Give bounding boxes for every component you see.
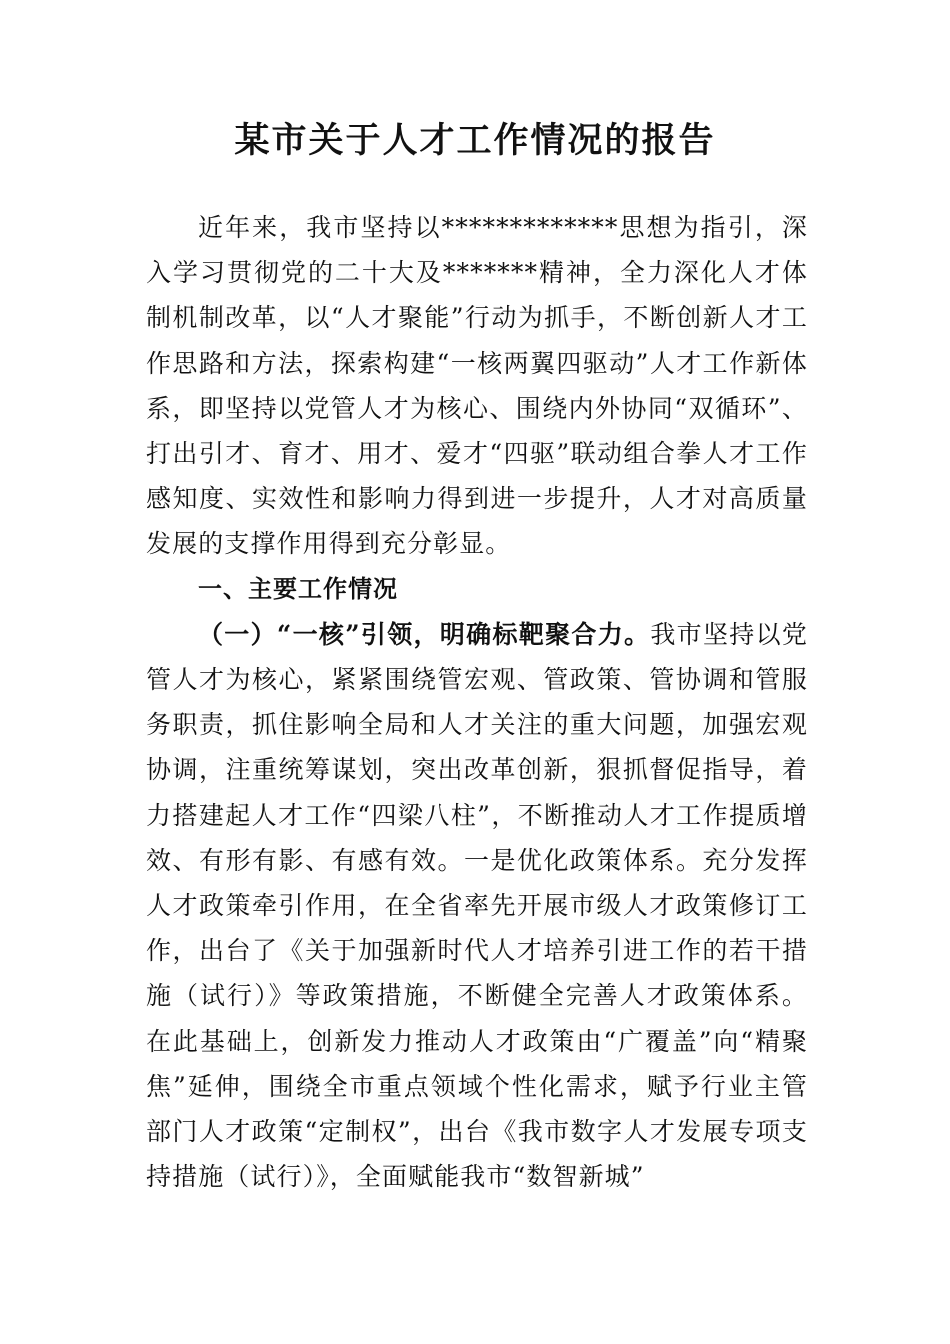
subsection-body: 我市坚持以党管人才为核心，紧紧围绕管宏观、管政策、管协调和管服务职责，抓住影响全局和人才关注的重大问题，加强宏观协调，注重统筹谋划，突出改革创新，狠抓督促指导，着力搭建起人才工作“四梁八柱”，不断推动人才工作提质增效、有形有影、有感有效。一是优化政策体系。充分发挥人才政策牵引作用，在全省率先开展市级人才政策修订工作，出台了《关于加强新时代人才培养引进工作的若干措施（试行）》等政策措施，不断健全完善人才政策体系。在此基础上，创新发力推动人才政策由“广覆盖”向“精聚焦”延伸，围绕全市重点领域个性化需求，赋予行业主管部门人才政策“定制权”，出台《我市数字人才发展专项支持措施（试行）》，全面赋能我市“数智新城” — [146, 619, 808, 1192]
intro-paragraph: 近年来，我市坚持以*************思想为指引，深入学习贯彻党的二十大及*******精神，全力深化人才体制机制改革，以“人才聚能”行动为抓手，不断创新人才工作思路和方法，探索构建“一核两翼四驱动”人才工作新体系，即坚持以党管人才为核心、围绕内外协同“双循环”、打出引才、育才、用才、爱才“四驱”联动组合拳人才工作感知度、实效性和影响力得到进一步提升，人才对高质量发展的支撑作用得到充分彰显。 — [146, 213, 808, 559]
document-title: 某市关于人才工作情况的报告 — [234, 120, 716, 161]
document-body — [146, 205, 808, 1199]
subsection-lead: （一）“一核”引领，明确标靶聚合力。 — [198, 619, 651, 649]
section-heading: 一、主要工作情况 — [198, 574, 398, 603]
subsection-paragraph — [146, 612, 808, 1200]
